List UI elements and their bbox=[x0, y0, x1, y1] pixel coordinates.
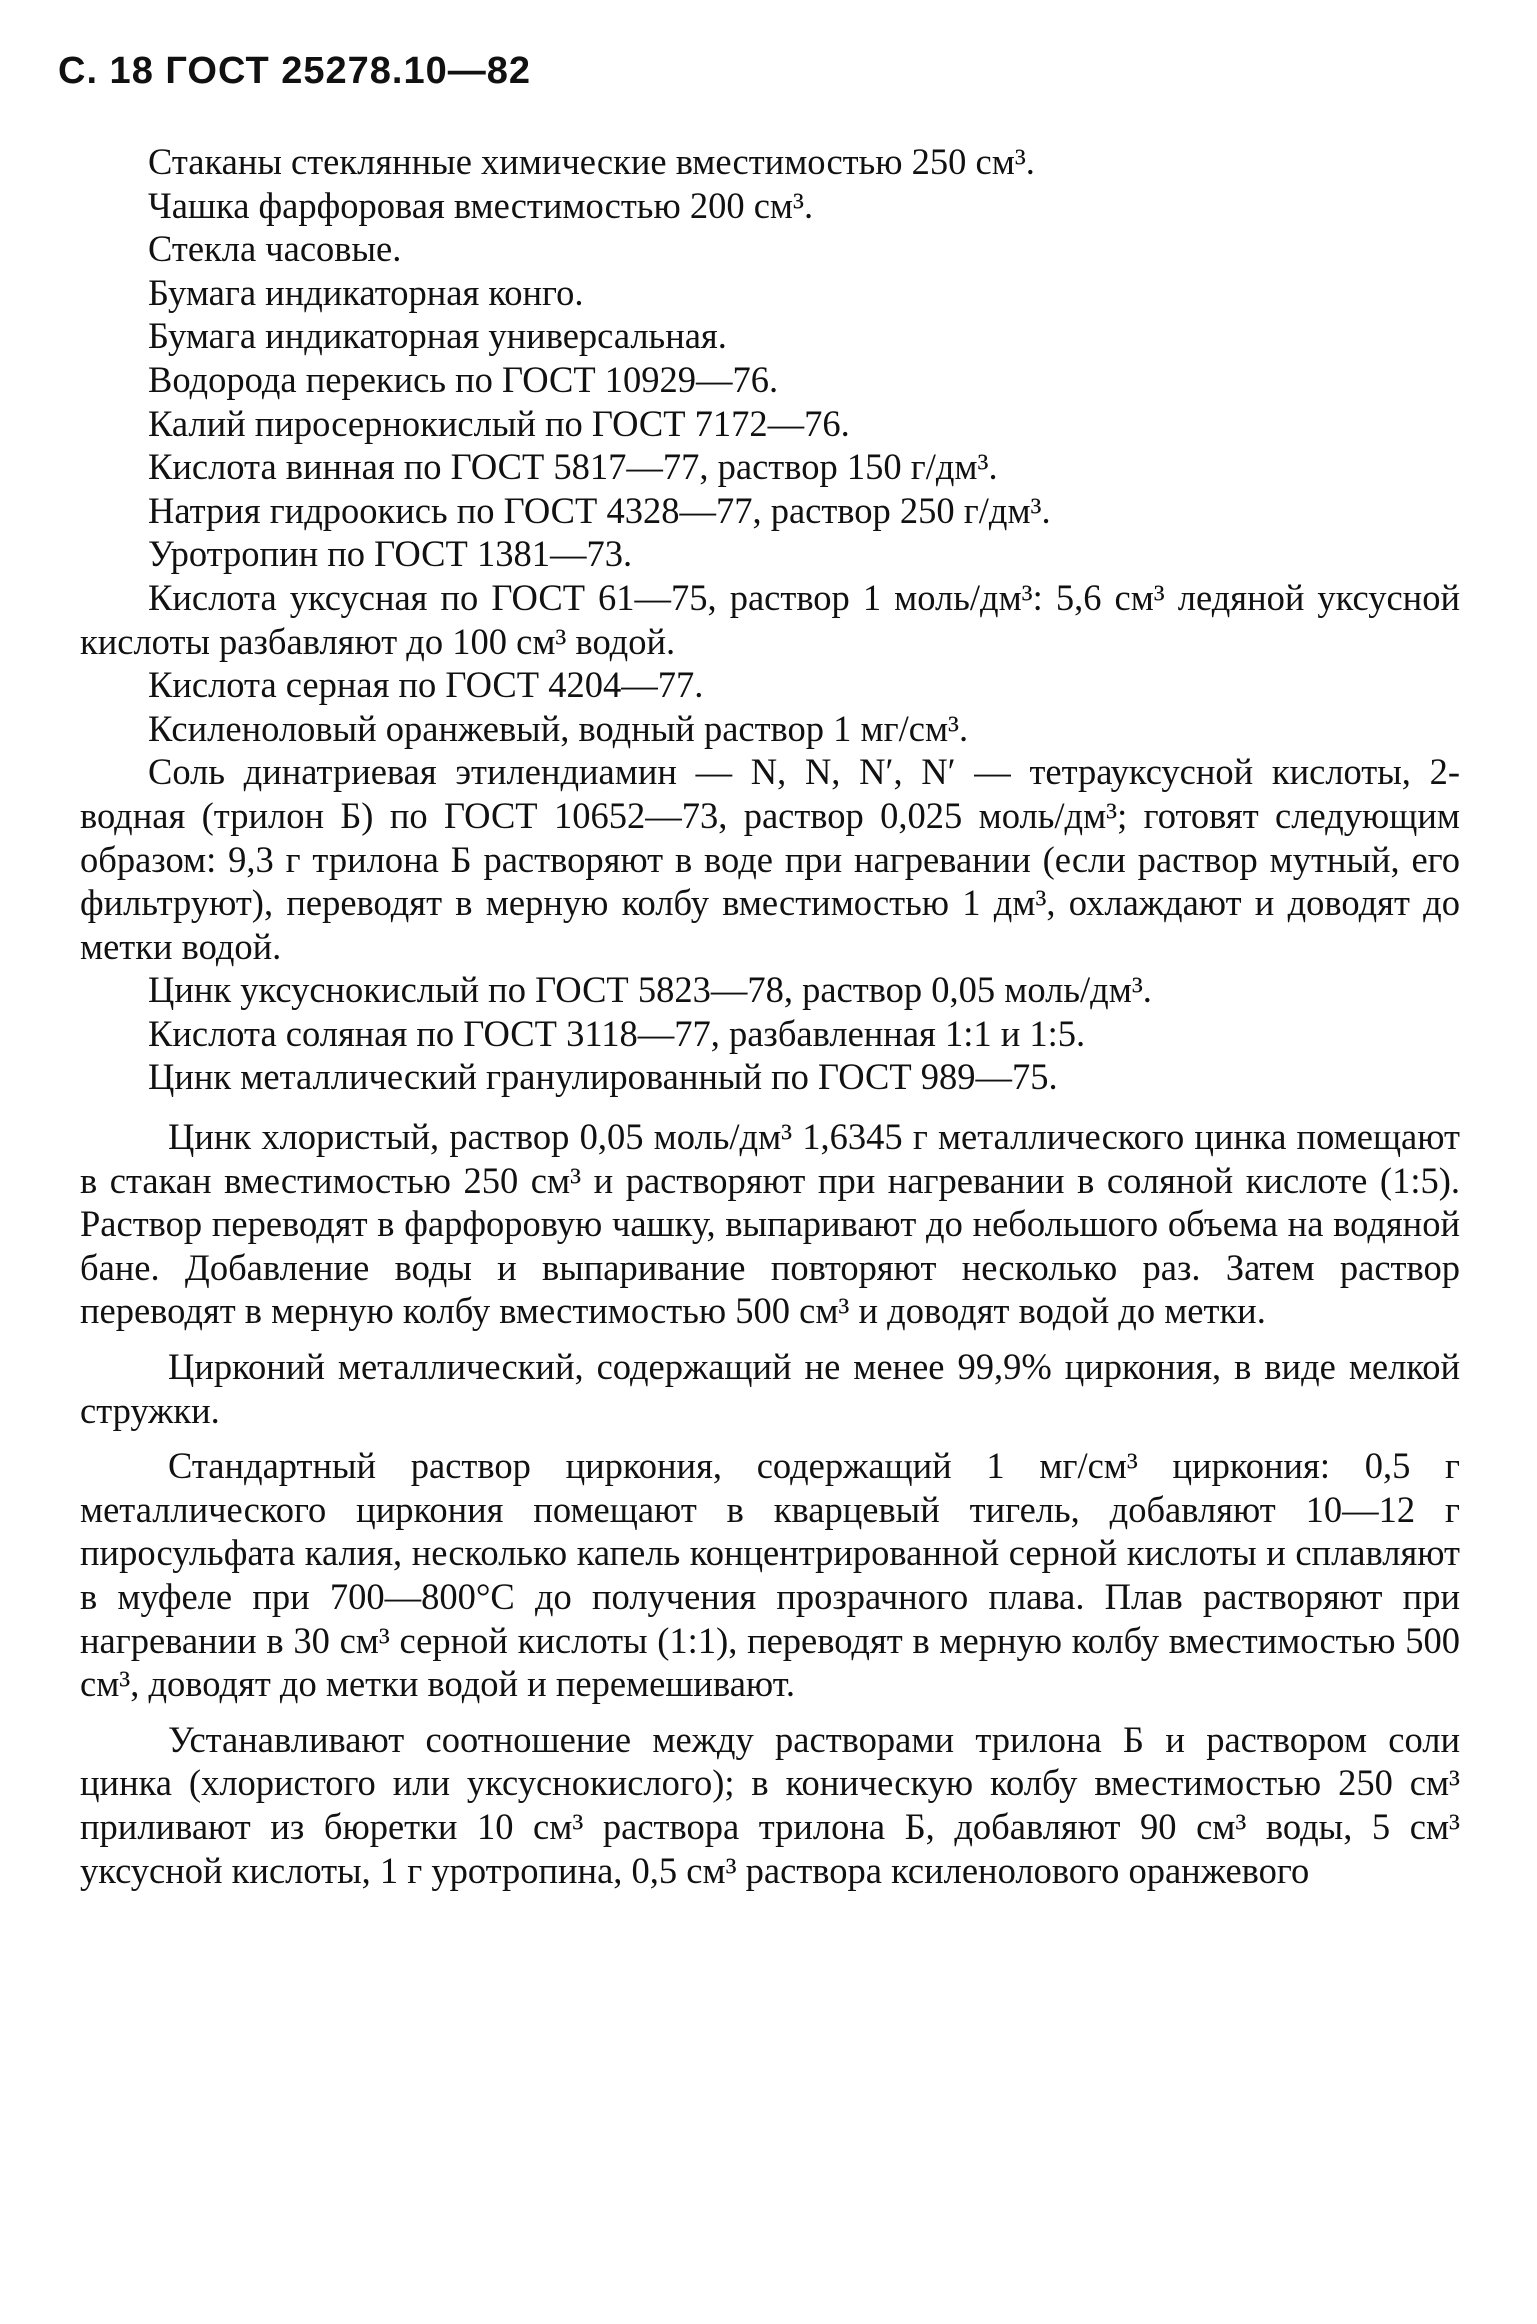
reagent-item: Кислота винная по ГОСТ 5817—77, раствор 150 г/дм³. bbox=[148, 446, 998, 488]
reagent-item: Водорода перекись по ГОСТ 10929—76. bbox=[148, 358, 779, 400]
reagent-item: Цинк уксуснокислый по ГОСТ 5823—78, раствор 0,05 моль/дм³. bbox=[148, 969, 1152, 1011]
reagent-item: Уротропин по ГОСТ 1381—73. bbox=[148, 533, 633, 575]
zirconium-paragraph: Цирконий металлический, содержащий не менее 99,9% циркония, в виде мелкой стружки. bbox=[80, 1346, 1460, 1431]
zinc-chloride-paragraph: Цинк хлористый, раствор 0,05 моль/дм³ 1,6345 г металлического цинка помещают в стакан вместимостью 250 см³ и растворяют при нагревании в соляной кислоте (1:5). Раствор переводят в фарфоровую чашку, выпаривают до небольшого объема на водяной бане. Добавление воды и выпаривание повторяют несколько раз. Затем раствор переводят в мерную колбу вместимостью 500 см³ и доводят водой до метки. bbox=[80, 1116, 1460, 1332]
reagent-item: Бумага индикаторная конго. bbox=[148, 271, 584, 313]
reagent-item: Калий пиросернокислый по ГОСТ 7172—76. bbox=[148, 402, 850, 444]
reagent-item: Соль динатриевая этилендиамин — N, N, N′, N′ — тетрауксусной кислоты, 2-водная (трилон Б) по ГОСТ 10652—73, раствор 0,025 моль/дм³; готовят следующим образом: 9,3 г трилона Б растворяют в воде при нагревании (если раствор мутный, его фильтруют), переводят в мерную колбу вместимостью 1 дм³, охлаждают и доводят до метки водой. bbox=[80, 751, 1460, 967]
reagent-item: Натрия гидроокись по ГОСТ 4328—77, раствор 250 г/дм³. bbox=[148, 489, 1051, 531]
reagent-item: Бумага индикаторная универсальная. bbox=[148, 315, 727, 357]
reagent-item: Чашка фарфоровая вместимостью 200 см³. bbox=[148, 184, 814, 226]
reagent-item: Цинк металлический гранулированный по ГОСТ 989—75. bbox=[148, 1056, 1058, 1098]
reagent-item: Кислота серная по ГОСТ 4204—77. bbox=[148, 664, 704, 706]
reagent-item: Стекла часовые. bbox=[148, 228, 402, 270]
reagent-item: Ксиленоловый оранжевый, водный раствор 1 мг/см³. bbox=[148, 707, 969, 749]
zirconium-standard-solution-paragraph: Стандартный раствор циркония, содержащий 1 мг/см³ циркония: 0,5 г металлического циркония помещают в кварцевый тигель, добавляют 10—12 г пиросульфата калия, несколько капель концентрированной серной кислоты и сплавляют в муфеле при 700—800°С до получения прозрачного плава. Плав растворяют при нагревании в 30 см³ серной кислоты (1:1), переводят в мерную колбу вместимостью 500 см³, доводят до метки водой и перемешивают. bbox=[80, 1445, 1460, 1705]
titer-ratio-paragraph: Устанавливают соотношение между растворами трилона Б и раствором соли цинка (хлористого или уксуснокислого); в коническую колбу вместимостью 250 см³ приливают из бюретки 10 см³ раствора трилона Б, добавляют 90 см³ воды, 5 см³ уксусной кислоты, 1 г уротропина, 0,5 см³ раствора ксиленолового оранжевого bbox=[80, 1718, 1460, 1891]
document-body bbox=[80, 140, 1460, 1892]
reagent-item: Стаканы стеклянные химические вместимостью 250 см³. bbox=[148, 141, 1035, 182]
reagent-item: Кислота уксусная по ГОСТ 61—75, раствор 1 моль/дм³: 5,6 см³ ледяной уксусной кислоты разбавляют до 100 см³ водой. bbox=[80, 576, 1460, 662]
reagent-item: Кислота соляная по ГОСТ 3118—77, разбавленная 1:1 и 1:5. bbox=[148, 1012, 1086, 1054]
page-header: С. 18 ГОСТ 25278.10—82 bbox=[58, 50, 532, 92]
